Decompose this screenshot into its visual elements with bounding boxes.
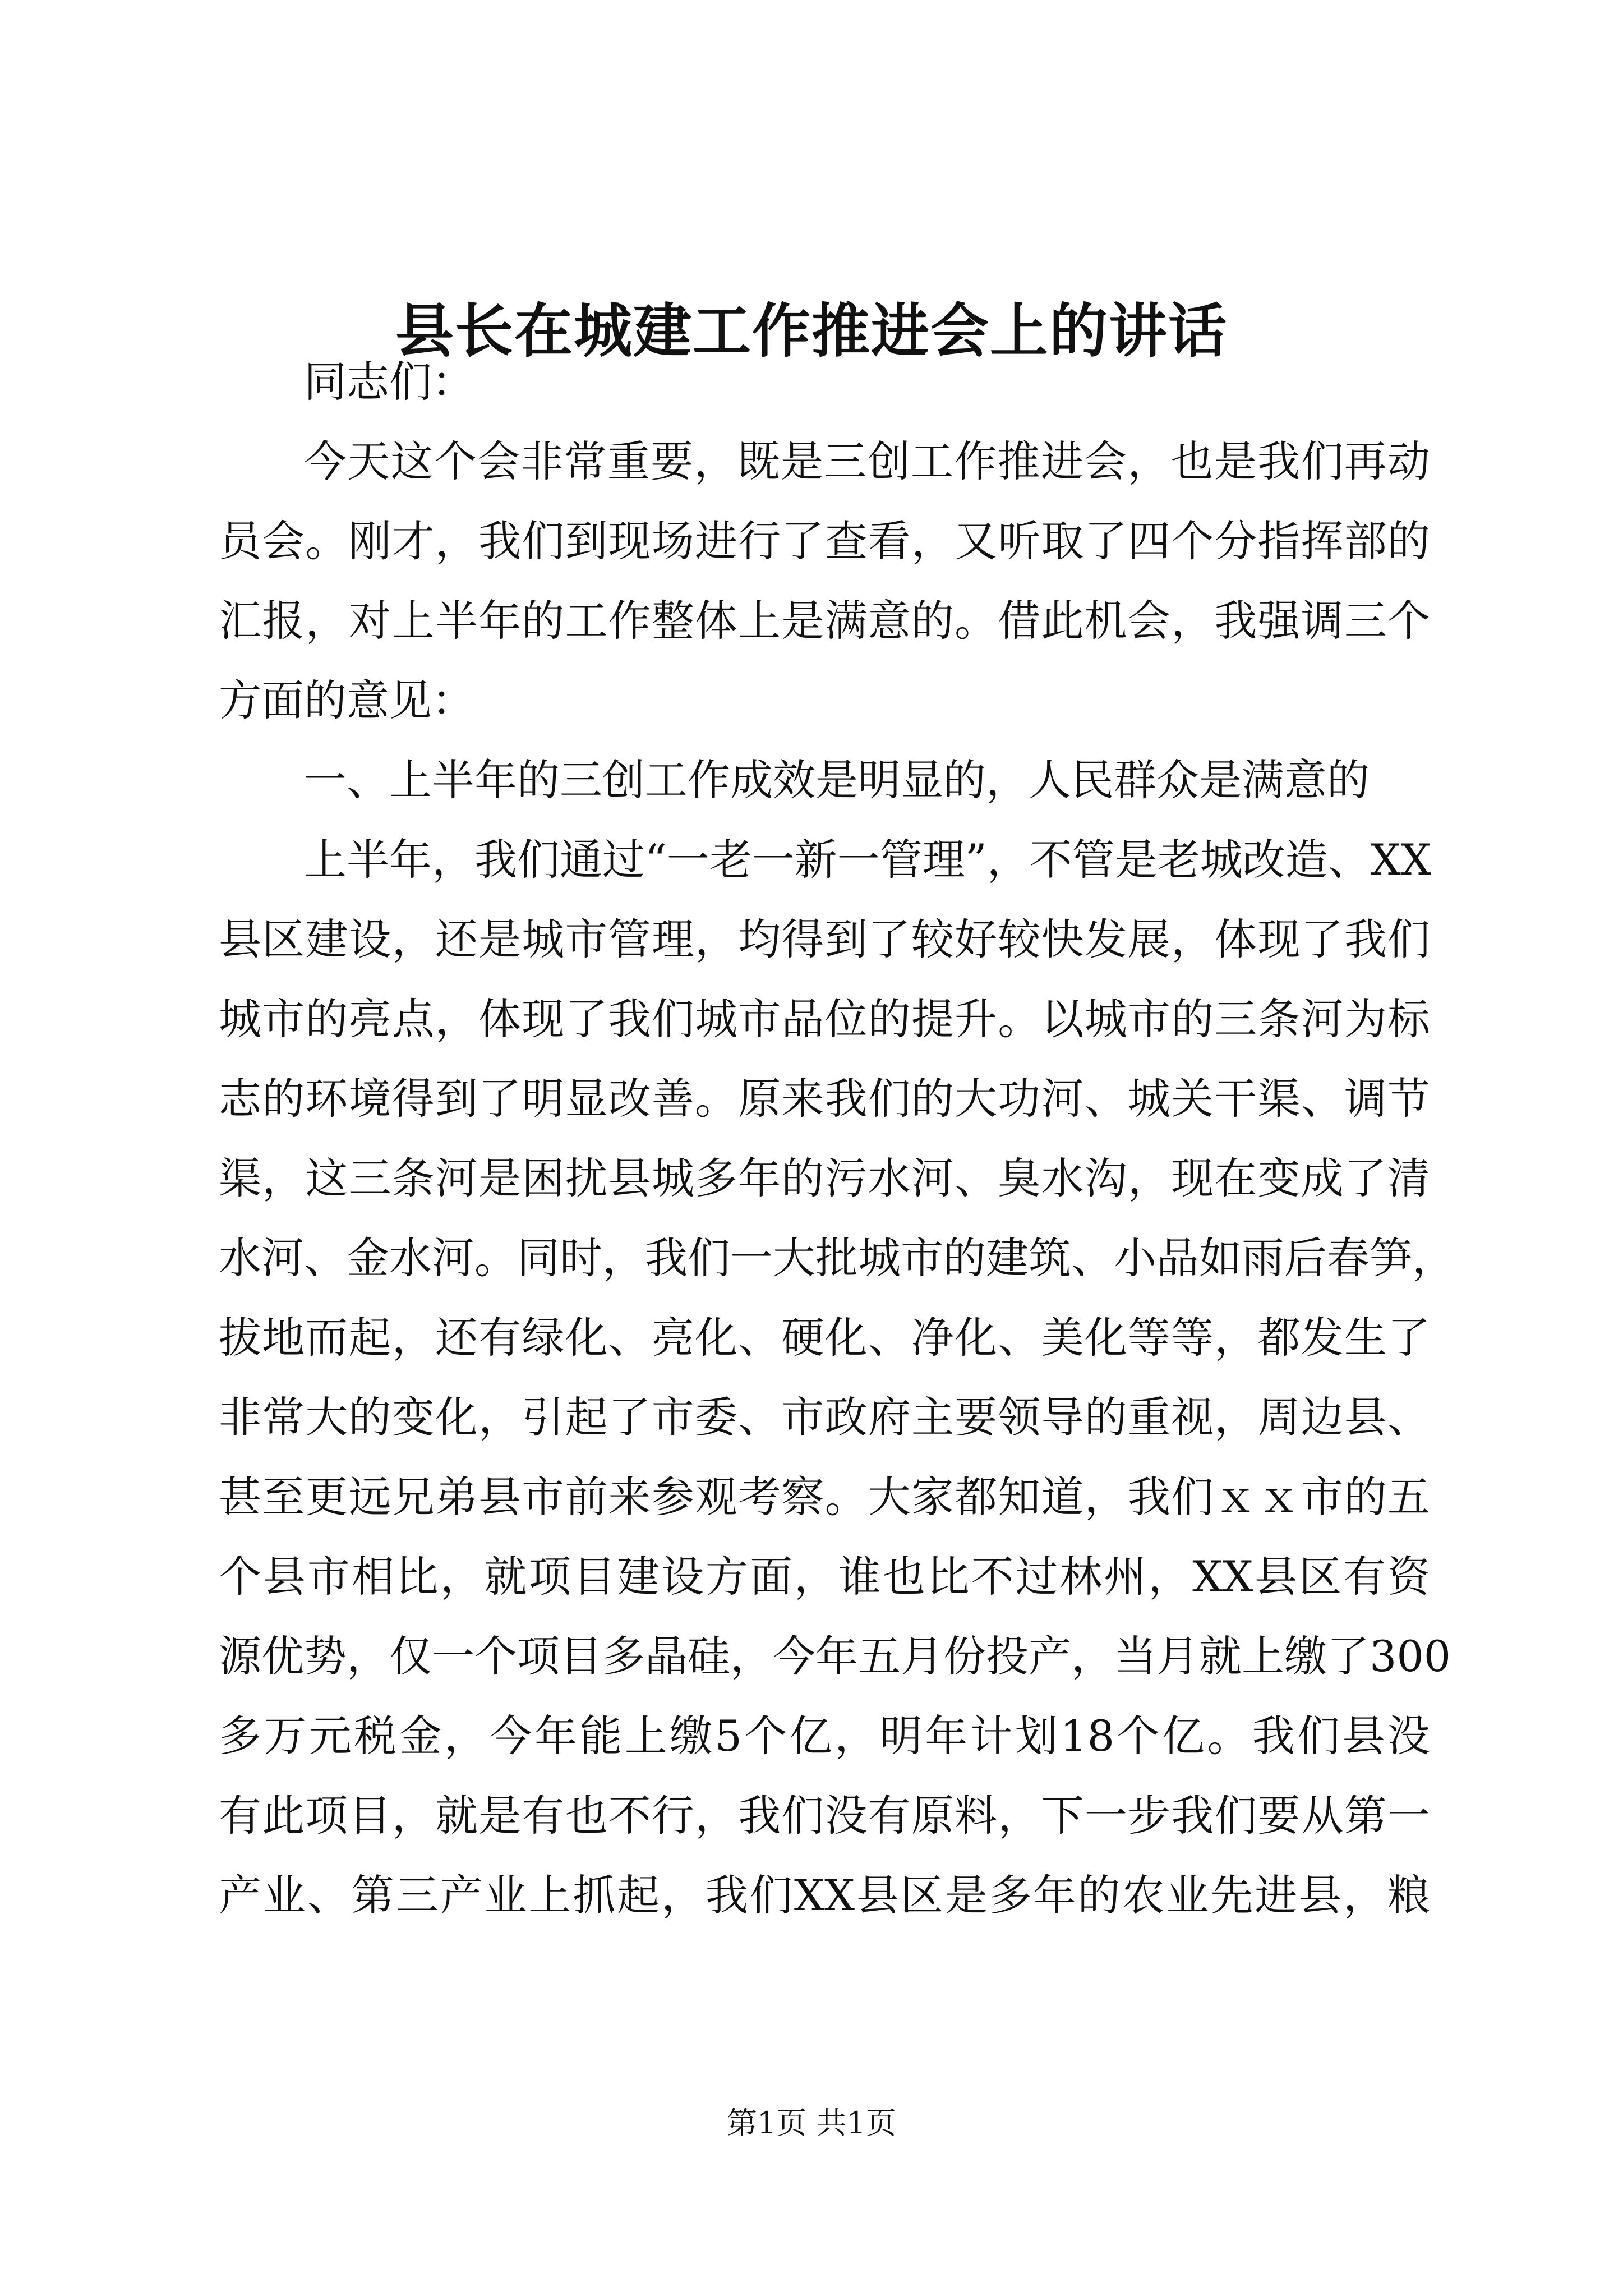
body-line: 有此项目，就是有也不行，我们没有原料，下一步我们要从第一 xyxy=(219,1791,1430,1841)
body-line: 今天这个会非常重要，既是三创工作推进会，也是我们再动 xyxy=(304,436,1430,486)
body-line: 渠，这三条河是困扰县城多年的污水河、臭水沟，现在变成了清 xyxy=(219,1153,1430,1203)
body-line: 汇报，对上半年的工作整体上是满意的。借此机会，我强调三个 xyxy=(219,596,1430,646)
body-line: 非常大的变化，引起了市委、市政府主要领导的重视，周边县、 xyxy=(219,1392,1430,1442)
body-line: 同志们： xyxy=(304,357,474,407)
body-line: 个县市相比，就项目建设方面，谁也比不过林州，XX县区有资 xyxy=(219,1552,1430,1602)
body-line: 县区建设，还是城市管理，均得到了较好较快发展，体现了我们 xyxy=(219,914,1430,964)
body-line: 城市的亮点，体现了我们城市品位的提升。以城市的三条河为标 xyxy=(219,994,1430,1044)
body-line: 拔地而起，还有绿化、亮化、硬化、净化、美化等等，都发生了 xyxy=(219,1313,1430,1363)
page-number: 第1页 共1页 xyxy=(727,2105,896,2141)
body-line: 源优势，仅一个项目多晶硅，今年五月份投产，当月就上缴了300 xyxy=(219,1631,1451,1681)
body-line: 甚至更远兄弟县市前来参观考察。大家都知道，我们ｘｘ市的五 xyxy=(219,1472,1430,1522)
body-line: 多万元税金，今年能上缴5个亿，明年计划18个亿。我们县没 xyxy=(219,1711,1430,1761)
body-line: 水河、金水河。同时，我们一大批城市的建筑、小品如雨后春笋， xyxy=(219,1233,1455,1283)
body-line: 产业、第三产业上抓起，我们XX县区是多年的农业先进县，粮 xyxy=(219,1870,1430,1920)
body-line: 志的环境得到了明显改善。原来我们的大功河、城关干渠、调节 xyxy=(219,1074,1430,1124)
document-title: 县长在城建工作推进会上的讲话 xyxy=(395,296,1228,365)
body-line: 方面的意见： xyxy=(219,675,474,725)
body-line: 员会。刚才，我们到现场进行了查看，又听取了四个分指挥部的 xyxy=(219,516,1430,566)
body-line: 一、上半年的三创工作成效是明显的，人民群众是满意的 xyxy=(304,755,1370,805)
body-line: 上半年，我们通过“一老一新一管理”，不管是老城改造、XX xyxy=(304,835,1431,885)
document-body xyxy=(219,342,1455,1935)
